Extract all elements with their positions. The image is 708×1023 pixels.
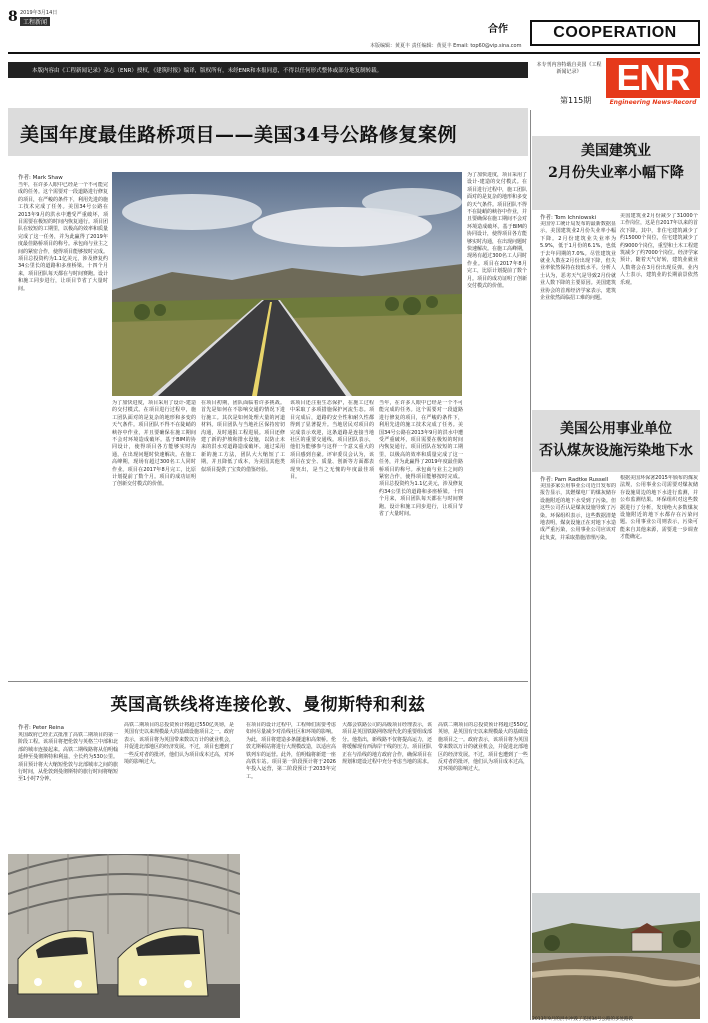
section-title-cn: 合作 xyxy=(488,24,508,35)
article1-col5: 当年，在许多人眼中已经是一个不可能完成的任务。这个需要对一段道路进行修复的项目，在严峻的条件下，利用先进的施工技术完成了任务。美国34号公路在2013年9月的洪水中遭受严重破坏，项目需要在极短的时间内恢复通行。项目团队在较短的工期里，以极高的效率和质量完成了这一任务，并为此赢得了2019年度最佳路桥项目的称号。承包商与业主之间的紧密合作，使得项目能够按时完成。项目总投资约为1.1亿美元，涉及修复约34公里长的道路和多座桥梁。十四个月来，项目团队每天都在与时间赛跑。设计和施工同步进行，让项目节省了大量时间。 xyxy=(379,400,463,518)
article1-col6: 为了加快进度，项目采用了设计-建造的交付模式。在项目进行过程中，施工团队面对的是复杂的地形和多变的天气条件。项目团队不得不在陡峭的峡谷中作业，并且要确保在施工期间不会对环境造成破坏。基于BIM的协同设计，使得项目各方能够实时沟通，在出现问题时快速解决。在施工高峰期，现场有超过300名工人同时作业。项目在2017年8月完工，比原计划提前了数个月。项目的成功证明了创新交付模式的价值。 xyxy=(467,172,527,290)
article2-title xyxy=(532,140,700,184)
logo-text: ENR xyxy=(606,58,700,98)
article2-col2: 美国建筑业2月份减少了31000个工作岗位，这是自2017年以来的首次下降。其中，非住宅建筑减少了约15000个岗位，住宅建筑减少了约9000个岗位，重型和土木工程建筑减少了约7000个岗位。经济学家预计，随着天气好转，建筑业就业人数将会在3月份出现反弹。业内人士表示，建筑业的长期前景依然乐观。 xyxy=(620,213,698,286)
article1-col1: 当年，在许多人眼中已经是一个不可能完成的任务。这个需要对一段道路进行修复的项目，在严峻的条件下，利用先进的施工技术完成了任务。美国34号公路在2013年9月的洪水中遭受严重破坏，项目需要在极短的时间内恢复通行。项目团队在较短的工期里，以极高的效率和质量完成了这一任务，并为此赢得了2019年度最佳路桥项目的称号。承包商与业主之间的紧密合作，使得项目能够按时完成。项目总投资约为1.1亿美元，涉及修复约34公里长的道路和多座桥梁。十四个月来，项目团队每天都在与时间赛跑。设计和施工同步进行，让项目节省了大量时间。 xyxy=(18,182,108,292)
article3-byline: 作者: Peter Reina xyxy=(18,725,64,731)
page-number: 8 xyxy=(8,9,18,25)
road-photo xyxy=(112,172,462,396)
article1-col4: 该项目还注重生态保护，在施工过程中采取了多项措施保护河流生态。项目完成后，道路的安全性和耐久性都得到了显著提升。当地居民对项目的完成表示欢迎，这条道路是连接当地社区的重要交通线。项目团队表示，他们为能够参与这样一个意义重大的项目感到自豪。评审委员会认为，该项目在安全、质量、创新等方面都表现突出，是当之无愧的年度最佳项目。 xyxy=(290,400,374,481)
article2-byline: 作者: Tom Ichniowski xyxy=(540,215,597,221)
article2-col1: 美国劳工统计局发布的最新数据显示，美国建筑业2月份失业率小幅下降。2月份建筑业失业率为5.9%，低于1月份的6.1%，也低于去年同期的7.0%。尽管建筑业就业人数在2月份出现下降，但失业率依然保持在较低水平。分析人士认为，恶劣天气是导致2月份就业人数下降的主要原因。美国建筑业协会的首席经济学家表示，建筑企业依然面临招工难的问题。 xyxy=(540,221,616,302)
article1-col3: 在项目初期，团队面临着许多挑战。首先是如何在不影响交通的情况下进行施工。其次是如何处理大量的河道材料。项目团队与当地社区保持密切沟通，及时通报工程进展。项目还修建了新的护坡和排水设施，以防止未来的洪水对道路造成破坏。通过采用新的施工方法，团队大大缩短了工期，并且降低了成本，为美国其他类似项目提供了宝贵的借鉴经验。 xyxy=(201,400,285,473)
article4-title-line2: 否认煤灰设施污染地下水 xyxy=(539,443,693,459)
issue-number: 第115期 xyxy=(560,96,592,105)
article3-col3: 在项目的设计过程中，工程师们需要考虑如何尽量减少对沿线社区和环境的影响。为此，项目将建造多条隧道和高架桥。伦敦尤斯顿站将进行大规模改造，以适应高铁列车的运营。此外，伯明翰将新建一座高铁车站。项目第一阶段预计将于2026年投入运营，第二阶段预计于2033年完工。 xyxy=(246,722,336,780)
article4-title-line1: 美国公用事业单位 xyxy=(560,421,672,437)
article3-col2: 高铁二期项目的总投资预计将超过550亿英镑，是英国有史以来规模最大的基础设施项目之一。政府表示，该项目将为英国带来数以万计的就业机会，并促进北部地区的经济发展。不过，项目也遭到了一些反对者的批评，他们认为项目成本过高，对环境的影响过大。 xyxy=(124,722,234,766)
flood-photo-caption: 2013年9月的洪水冲毁了美国34号公路的多处路段 xyxy=(532,1017,634,1022)
enr-logo xyxy=(606,58,700,108)
article2-title-line2: 2月份失业率小幅下降 xyxy=(548,165,684,181)
header-rule xyxy=(8,52,700,54)
article3-col4: 大都会铁路公司的高级项目经理表示，该项目是英国铁路网络现代化的重要组成部分。他指出，新线路不仅将提高运力，还将缓解现有西海岸干线的压力。项目团队正在与沿线的地方政府合作，确保项目在规划和建设过程中充分考虑当地的需求。 xyxy=(342,722,432,766)
issue-date: 2019年3月14日 xyxy=(20,10,58,16)
article1-bottom-rule xyxy=(8,681,528,682)
flood-photo xyxy=(532,893,700,1019)
article4-byline: 作者: Pam Radtke Russell xyxy=(540,477,609,483)
notice-side: 本专刊内容特载自美国《工程新闻记录》 xyxy=(536,62,602,75)
article3-col5: 高铁二期项目的总投资预计将超过550亿英镑，是英国有史以来规模最大的基础设施项目之一。政府表示，该项目将为英国带来数以万计的就业机会，并促进北部地区的经济发展。不过，项目也遭到了一些反对者的批评，他们认为项目成本过高，对环境的影响过大。 xyxy=(438,722,528,773)
article4-title xyxy=(532,418,700,462)
editors-line: 本版编辑：黄夏丰 责任编辑：黄夏丰 Email: top60@vip.sina.com xyxy=(370,43,522,49)
article1-col2: 为了加快进度，项目采用了设计-建造的交付模式。在项目进行过程中，施工团队面对的是复杂的地形和多变的天气条件。项目团队不得不在陡峭的峡谷中作业，并且要确保在施工期间不会对环境造成破坏。基于BIM的协同设计，使得项目各方能够实时沟通，在出现问题时快速解决。在施工高峰期，现场有超过300名工人同时作业。项目在2017年8月完工，比原计划提前了数个月。项目的成功证明了创新交付模式的价值。 xyxy=(112,400,196,488)
article4-col2: 根据美国环保署2015年颁布的煤灰法规，公用事业公司需要对煤灰储存设施周边的地下水进行监测，并公布监测结果。环保组织对这些数据进行了分析，发现绝大多数煤灰设施附近的地下水都存在污染问题。公用事业公司则表示，污染可能来自其他来源，需要进一步调查才能确定。 xyxy=(620,475,698,541)
logo-subtitle: Engineering News-Record xyxy=(609,99,697,106)
column-divider xyxy=(530,110,531,1020)
section-title-en: COOPERATION xyxy=(530,20,700,46)
article1-byline: 作者: Mark Shaw xyxy=(18,175,63,181)
section-tag: 工程新闻 xyxy=(20,17,50,26)
article1-title: 美国年度最佳路桥项目——美国34号公路修复案例 xyxy=(20,124,457,146)
article4-col1: 美国多家公用事业公司近日发布的报告显示，其燃煤电厂的煤灰储存设施附近的地下水受到了污染。但这些公司否认是煤灰设施导致了污染。环保组织表示，这些数据清楚地表明，煤灰设施正在对地下水造成严重污染，公用事业公司应该对此负责，并采取措施清理污染。 xyxy=(540,483,616,541)
article3-title: 英国高铁线将连接伦敦、曼彻斯特和利兹 xyxy=(110,694,426,715)
train-photo xyxy=(8,854,240,1018)
article2-title-line1: 美国建筑业 xyxy=(581,143,651,159)
article3-col1: 英国政府已经正式批准了高铁二期项目的第一阶段工程。该项目将把伦敦与英格兰中部和北部的城市连接起来。高铁二期线路将从伯明翰延伸至曼彻斯特和利兹，全长约为530公里。项目预计将大大缩短伦敦与北部城市之间的旅行时间，从伦敦到曼彻斯特的旅行时间将缩短至1小时7分钟。 xyxy=(18,732,118,783)
copyright-notice: 本版内容由《工程新闻记录》杂志（ENR）授权，《建筑时报》编译，版权所有，未经ENR和本报同意，不得以任何形式整体或部分地复制转载。 xyxy=(8,62,528,78)
